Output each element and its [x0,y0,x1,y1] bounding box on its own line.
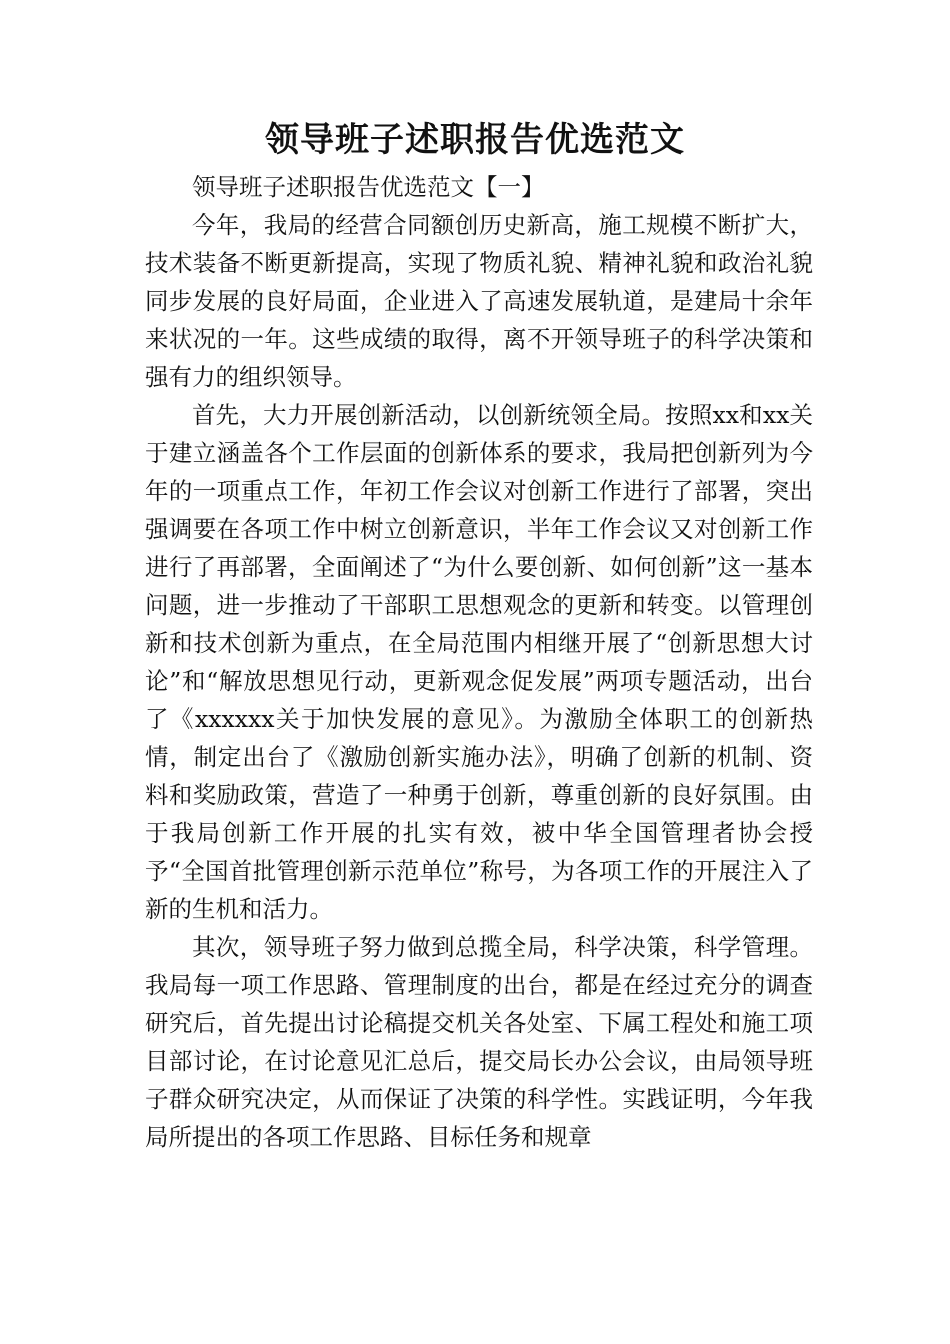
subheading: 领导班子述职报告优选范文【一】 [192,173,545,201]
document-body [145,168,813,1156]
paragraph: 其次，领导班子努力做到总揽全局，科学决策，科学管理。我局每一项工作思路、管理制度的出台，都是在经过充分的调查研究后，首先提出讨论稿提交机关各处室、下属工程处和施工项目部讨论，在讨论意见汇总后，提交局长办公会议，由局领导班子群众研究决定，从而保证了决策的科学性。实践证明，今年我局所提出的各项工作思路、目标任务和规章 [145,933,813,1151]
paragraph: 今年，我局的经营合同额创历史新高，施工规模不断扩大，技术装备不断更新提高，实现了物质礼貌、精神礼貌和政治礼貌同步发展的良好局面，企业进入了高速发展轨道，是建局十余年来状况的一年。这些成绩的取得，离不开领导班子的科学决策和强有力的组织领导。 [145,211,813,391]
paragraph: 首先，大力开展创新活动，以创新统领全局。按照xx和xx关于建立涵盖各个工作层面的创新体系的要求，我局把创新列为今年的一项重点工作，年初工作会议对创新工作进行了部署，突出强调要在各项工作中树立创新意识，半年工作会议又对创新工作进行了再部署，全面阐述了“为什么要创新、如何创新”这一基本问题，进一步推动了干部职工思想观念的更新和转变。以管理创新和技术创新为重点，在全局范围内相继开展了“创新思想大讨论”和“解放思想见行动，更新观念促发展”两项专题活动，出台了《xxxxxx关于加快发展的意见》。为激励全体职工的创新热情，制定出台了《激励创新实施办法》，明确了创新的机制、资料和奖励政策，营造了一种勇于创新，尊重创新的良好氛围。由于我局创新工作开展的扎实有效，被中华全国管理者协会授予“全国首批管理创新示范单位”称号，为各项工作的开展注入了新的生机和活力。 [145,401,813,923]
document-title: 领导班子述职报告优选范文 [265,120,685,160]
